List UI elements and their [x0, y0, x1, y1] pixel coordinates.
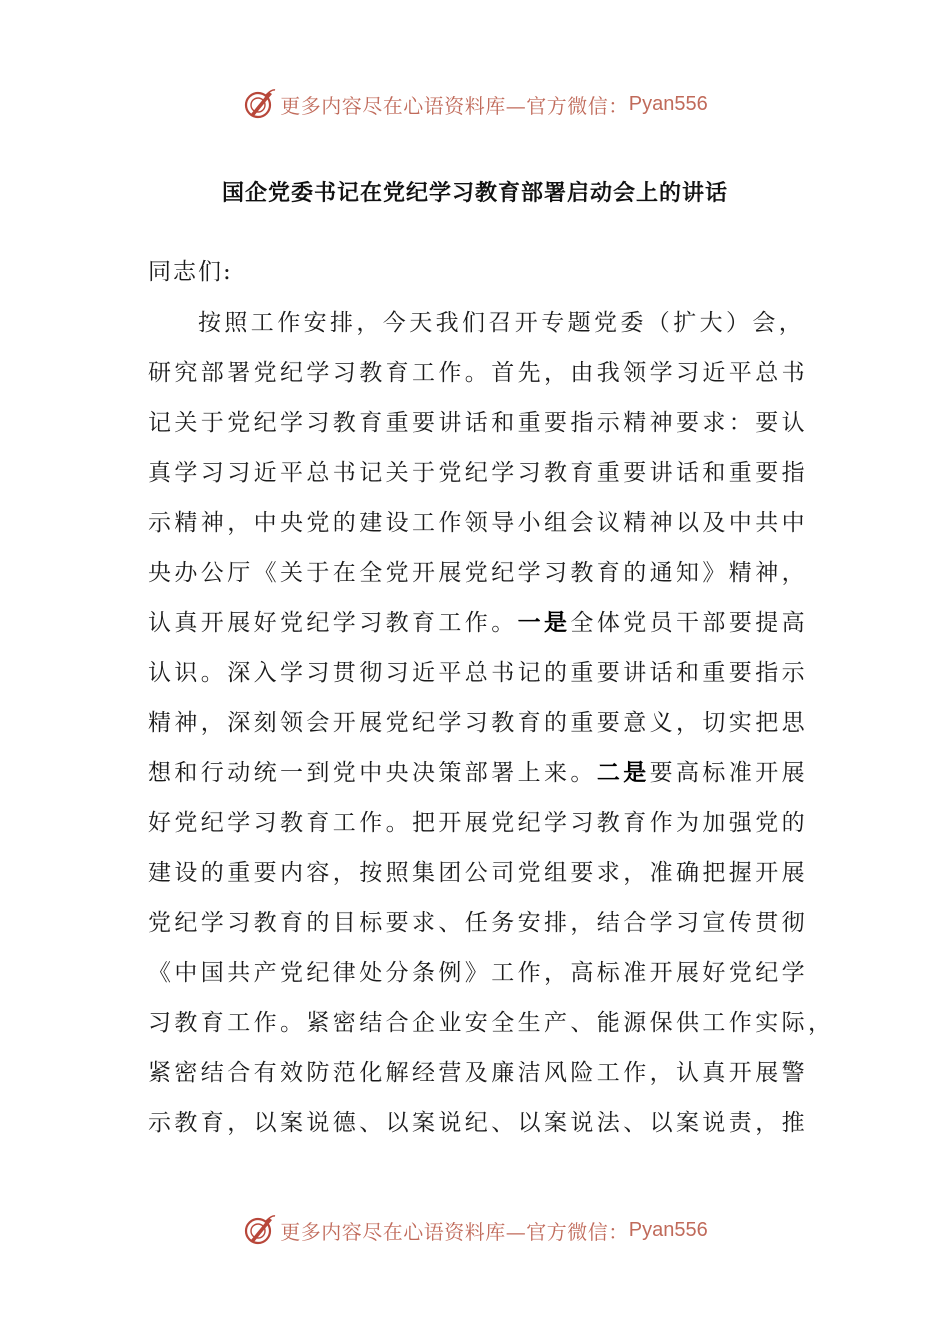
- body-line: 记关于党纪学习教育重要讲话和重要指示精神要求：要认: [148, 410, 808, 436]
- body-line: 真学习习近平总书记关于党纪学习教育重要讲话和重要指: [148, 460, 808, 486]
- document-body: [148, 298, 835, 1148]
- watermark-wechat-id: Pyan556: [628, 92, 708, 115]
- pen-circle-logo-icon: [242, 87, 276, 121]
- body-line: 示教育，以案说德、以案说纪、以案说法、以案说责，推: [148, 1110, 808, 1136]
- body-line: 示精神，中央党的建设工作领导小组会议精神以及中共中: [148, 510, 808, 536]
- watermark-text: 更多内容尽在心语资料库—官方微信：: [280, 93, 629, 118]
- body-line: 研究部署党纪学习教育工作。首先，由我领学习近平总书: [148, 360, 808, 386]
- watermark-header: [0, 82, 950, 126]
- body-line: 党纪学习教育的目标要求、任务安排，结合学习宣传贯彻: [148, 910, 808, 936]
- body-line: 精神，深刻领会开展党纪学习教育的重要意义，切实把思: [148, 710, 808, 736]
- body-line: 建设的重要内容，按照集团公司党组要求，准确把握开展: [148, 860, 808, 886]
- bold-point-marker: 二是: [596, 759, 650, 786]
- body-line: 习教育工作。紧密结合企业安全生产、能源保供工作实际，: [148, 1010, 835, 1036]
- body-line: 紧密结合有效防范化解经营及廉洁风险工作，认真开展警: [148, 1060, 808, 1086]
- pen-circle-logo-icon: [242, 1213, 276, 1247]
- body-line-text: 认真开展好党纪学习教育工作。: [148, 610, 518, 636]
- body-line: 《中国共产党纪律处分条例》工作，高标准开展好党纪学: [148, 960, 808, 986]
- watermark-wechat-id: Pyan556: [628, 1218, 708, 1241]
- body-line-text: 全体党员干部要提高: [570, 610, 809, 636]
- body-line: 认识。深入学习贯彻习近平总书记的重要讲话和重要指示: [148, 660, 808, 686]
- body-line: [148, 748, 808, 798]
- body-line: 央办公厅《关于在全党开展党纪学习教育的通知》精神，: [148, 560, 808, 586]
- bold-point-marker: 一是: [517, 609, 571, 636]
- document-title: 国企党委书记在党纪学习教育部署启动会上的讲话: [221, 180, 728, 206]
- body-line: [148, 598, 808, 648]
- watermark-footer: [0, 1208, 950, 1252]
- watermark-text: 更多内容尽在心语资料库—官方微信：: [280, 1219, 629, 1244]
- body-line-text: 想和行动统一到党中央决策部署上来。: [148, 760, 597, 786]
- body-line: 好党纪学习教育工作。把开展党纪学习教育作为加强党的: [148, 810, 808, 836]
- body-line-text: 要高标准开展: [649, 760, 809, 786]
- body-line: 按照工作安排，今天我们召开专题党委（扩大）会，: [198, 310, 806, 336]
- salutation: 同志们:: [148, 259, 233, 285]
